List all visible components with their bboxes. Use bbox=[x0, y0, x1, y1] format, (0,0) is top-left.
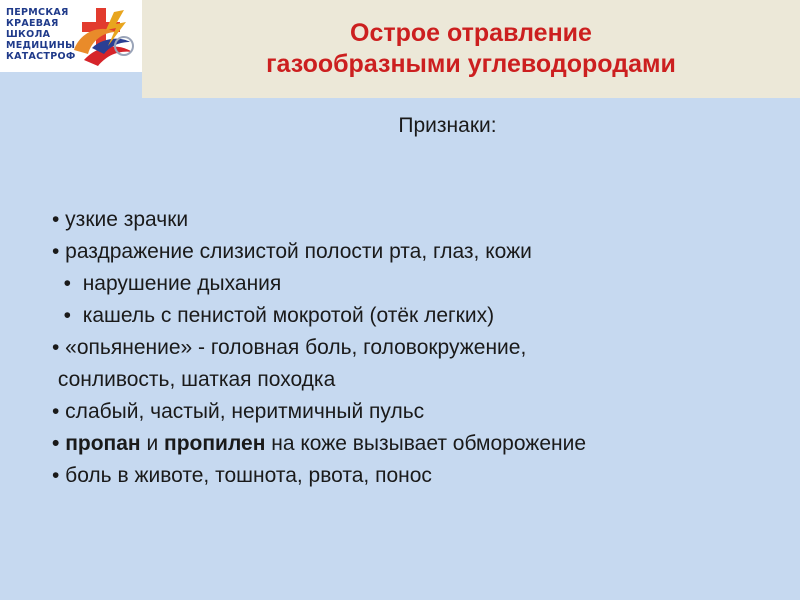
logo-line: МЕДИЦИНЫ bbox=[6, 40, 76, 51]
list-item: • кашель с пенистой мокротой (отёк легких) bbox=[52, 304, 495, 327]
list-item: • раздражение слизистой полости рта, глаз, кожи bbox=[52, 240, 532, 263]
list-item-bold bbox=[52, 428, 792, 460]
list-item: • узкие зрачки bbox=[52, 208, 189, 231]
logo bbox=[0, 0, 142, 72]
list-item: • «опьянение» - головная боль, головокружение, bbox=[52, 336, 527, 359]
page-title-line2: газообразными углеводородами bbox=[266, 50, 676, 78]
disaster-medicine-emblem-icon bbox=[66, 2, 142, 72]
logo-line: ШКОЛА bbox=[6, 29, 51, 40]
list-item: • боль в животе, тошнота, рвота, понос bbox=[52, 464, 432, 487]
list-item: сонливость, шаткая походка bbox=[52, 368, 336, 391]
logo-line: ПЕРМСКАЯ bbox=[6, 7, 69, 18]
list-item: • нарушение дыхания bbox=[52, 272, 282, 295]
symptom-list bbox=[52, 204, 792, 492]
logo-line: КАТАСТРОФ bbox=[6, 51, 76, 62]
item-text: на коже вызывает обморожение bbox=[271, 432, 586, 455]
title-band bbox=[142, 0, 800, 98]
logo-line: КРАЕВАЯ bbox=[6, 18, 59, 29]
conjunction: и bbox=[146, 432, 159, 455]
section-subtitle: Признаки: bbox=[398, 114, 497, 137]
bold-term-propane: пропан bbox=[65, 432, 141, 455]
page-title-line1: Острое отравление bbox=[350, 19, 592, 47]
bold-term-propylene: пропилен bbox=[164, 432, 266, 455]
bullet: • bbox=[52, 432, 60, 455]
list-item: • слабый, частый, неритмичный пульс bbox=[52, 400, 425, 423]
